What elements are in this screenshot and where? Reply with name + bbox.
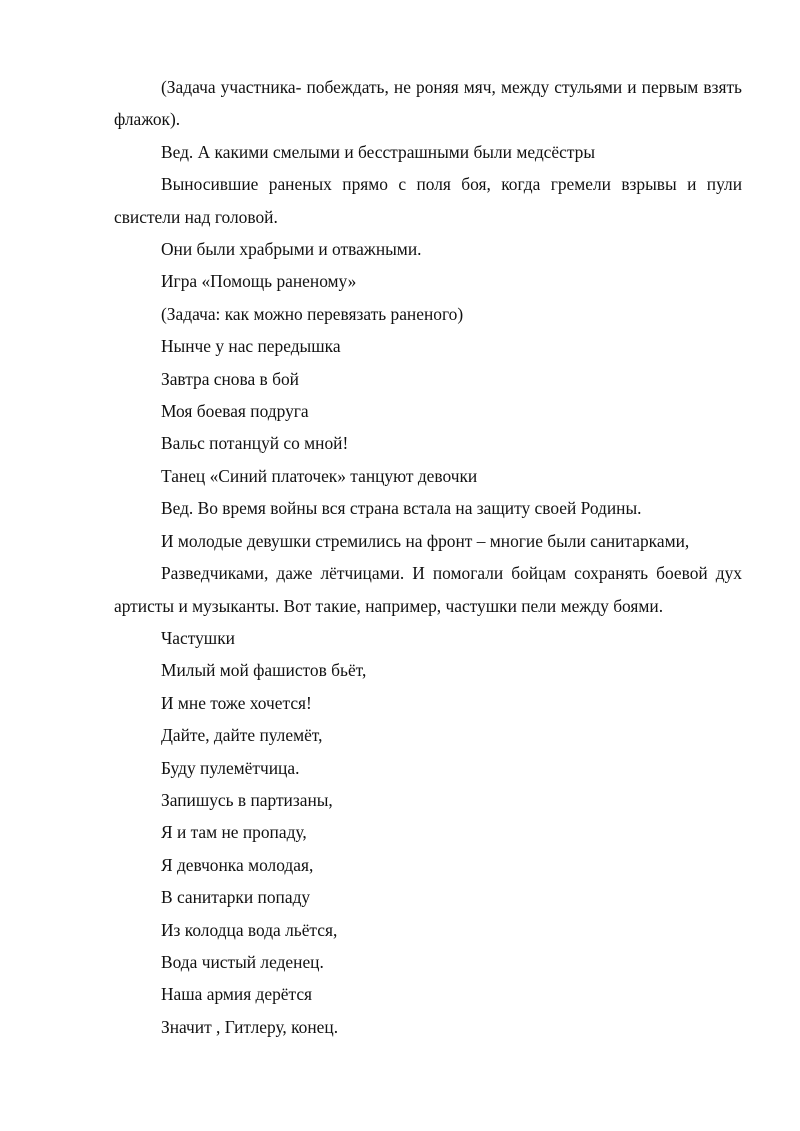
paragraph-game-title: Игра «Помощь раненому» [161, 271, 357, 292]
verse-line: Я девчонка молодая, [161, 854, 314, 875]
verse-line: В санитарки попаду [161, 887, 311, 908]
verse-line: Дайте, дайте пулемёт, [161, 725, 323, 746]
poem-line: Завтра снова в бой [161, 368, 299, 389]
document-body [114, 71, 742, 1043]
verse-line: Значит , Гитлеру, конец. [161, 1016, 339, 1037]
paragraph-game-task: (Задача: как можно перевязать раненого) [161, 303, 464, 324]
paragraph-host-war: Вед. Во время войны вся страна встала на защиту своей Родины. [161, 498, 642, 519]
paragraph-chastushki-title: Частушки [161, 627, 235, 648]
paragraph-girls-front: И молодые девушки стремились на фронт – многие были санитарками, [161, 530, 690, 551]
verse-line: Из колодца вода льётся, [161, 919, 338, 940]
paragraph-brave: Они были храбрыми и отважными. [161, 239, 422, 260]
verse-line: Наша армия дерётся [161, 984, 313, 1005]
paragraph-dance: Танец «Синий платочек» танцуют девочки [161, 465, 478, 486]
paragraph-scouts: Разведчиками, даже лётчицами. И помогали бойцам сохранять боевой дух артисты и музыканты. Вот такие, например, частушки пели между боями. [114, 563, 742, 616]
verse-line: И мне тоже хочется! [161, 692, 312, 713]
verse-line: Буду пулемётчица. [161, 757, 300, 778]
paragraph-task-description: (Задача участника- побеждать, не роняя мяч, между стульями и первым взять флажок). [114, 77, 742, 130]
poem-line: Вальс потанцуй со мной! [161, 433, 349, 454]
verse-line: Милый мой фашистов бьёт, [161, 660, 367, 681]
paragraph-nurses-carrying: Выносившие раненых прямо с поля боя, когда гремели взрывы и пули свистели над головой. [114, 174, 742, 227]
verse-line: Запишусь в партизаны, [161, 789, 333, 810]
poem-line: Моя боевая подруга [161, 401, 309, 422]
verse-line: Я и там не пропаду, [161, 822, 307, 843]
poem-line: Нынче у нас передышка [161, 336, 341, 357]
paragraph-nurses-intro: Вед. А какими смелыми и бесстрашными были медсёстры [161, 141, 596, 162]
verse-line: Вода чистый леденец. [161, 951, 324, 972]
